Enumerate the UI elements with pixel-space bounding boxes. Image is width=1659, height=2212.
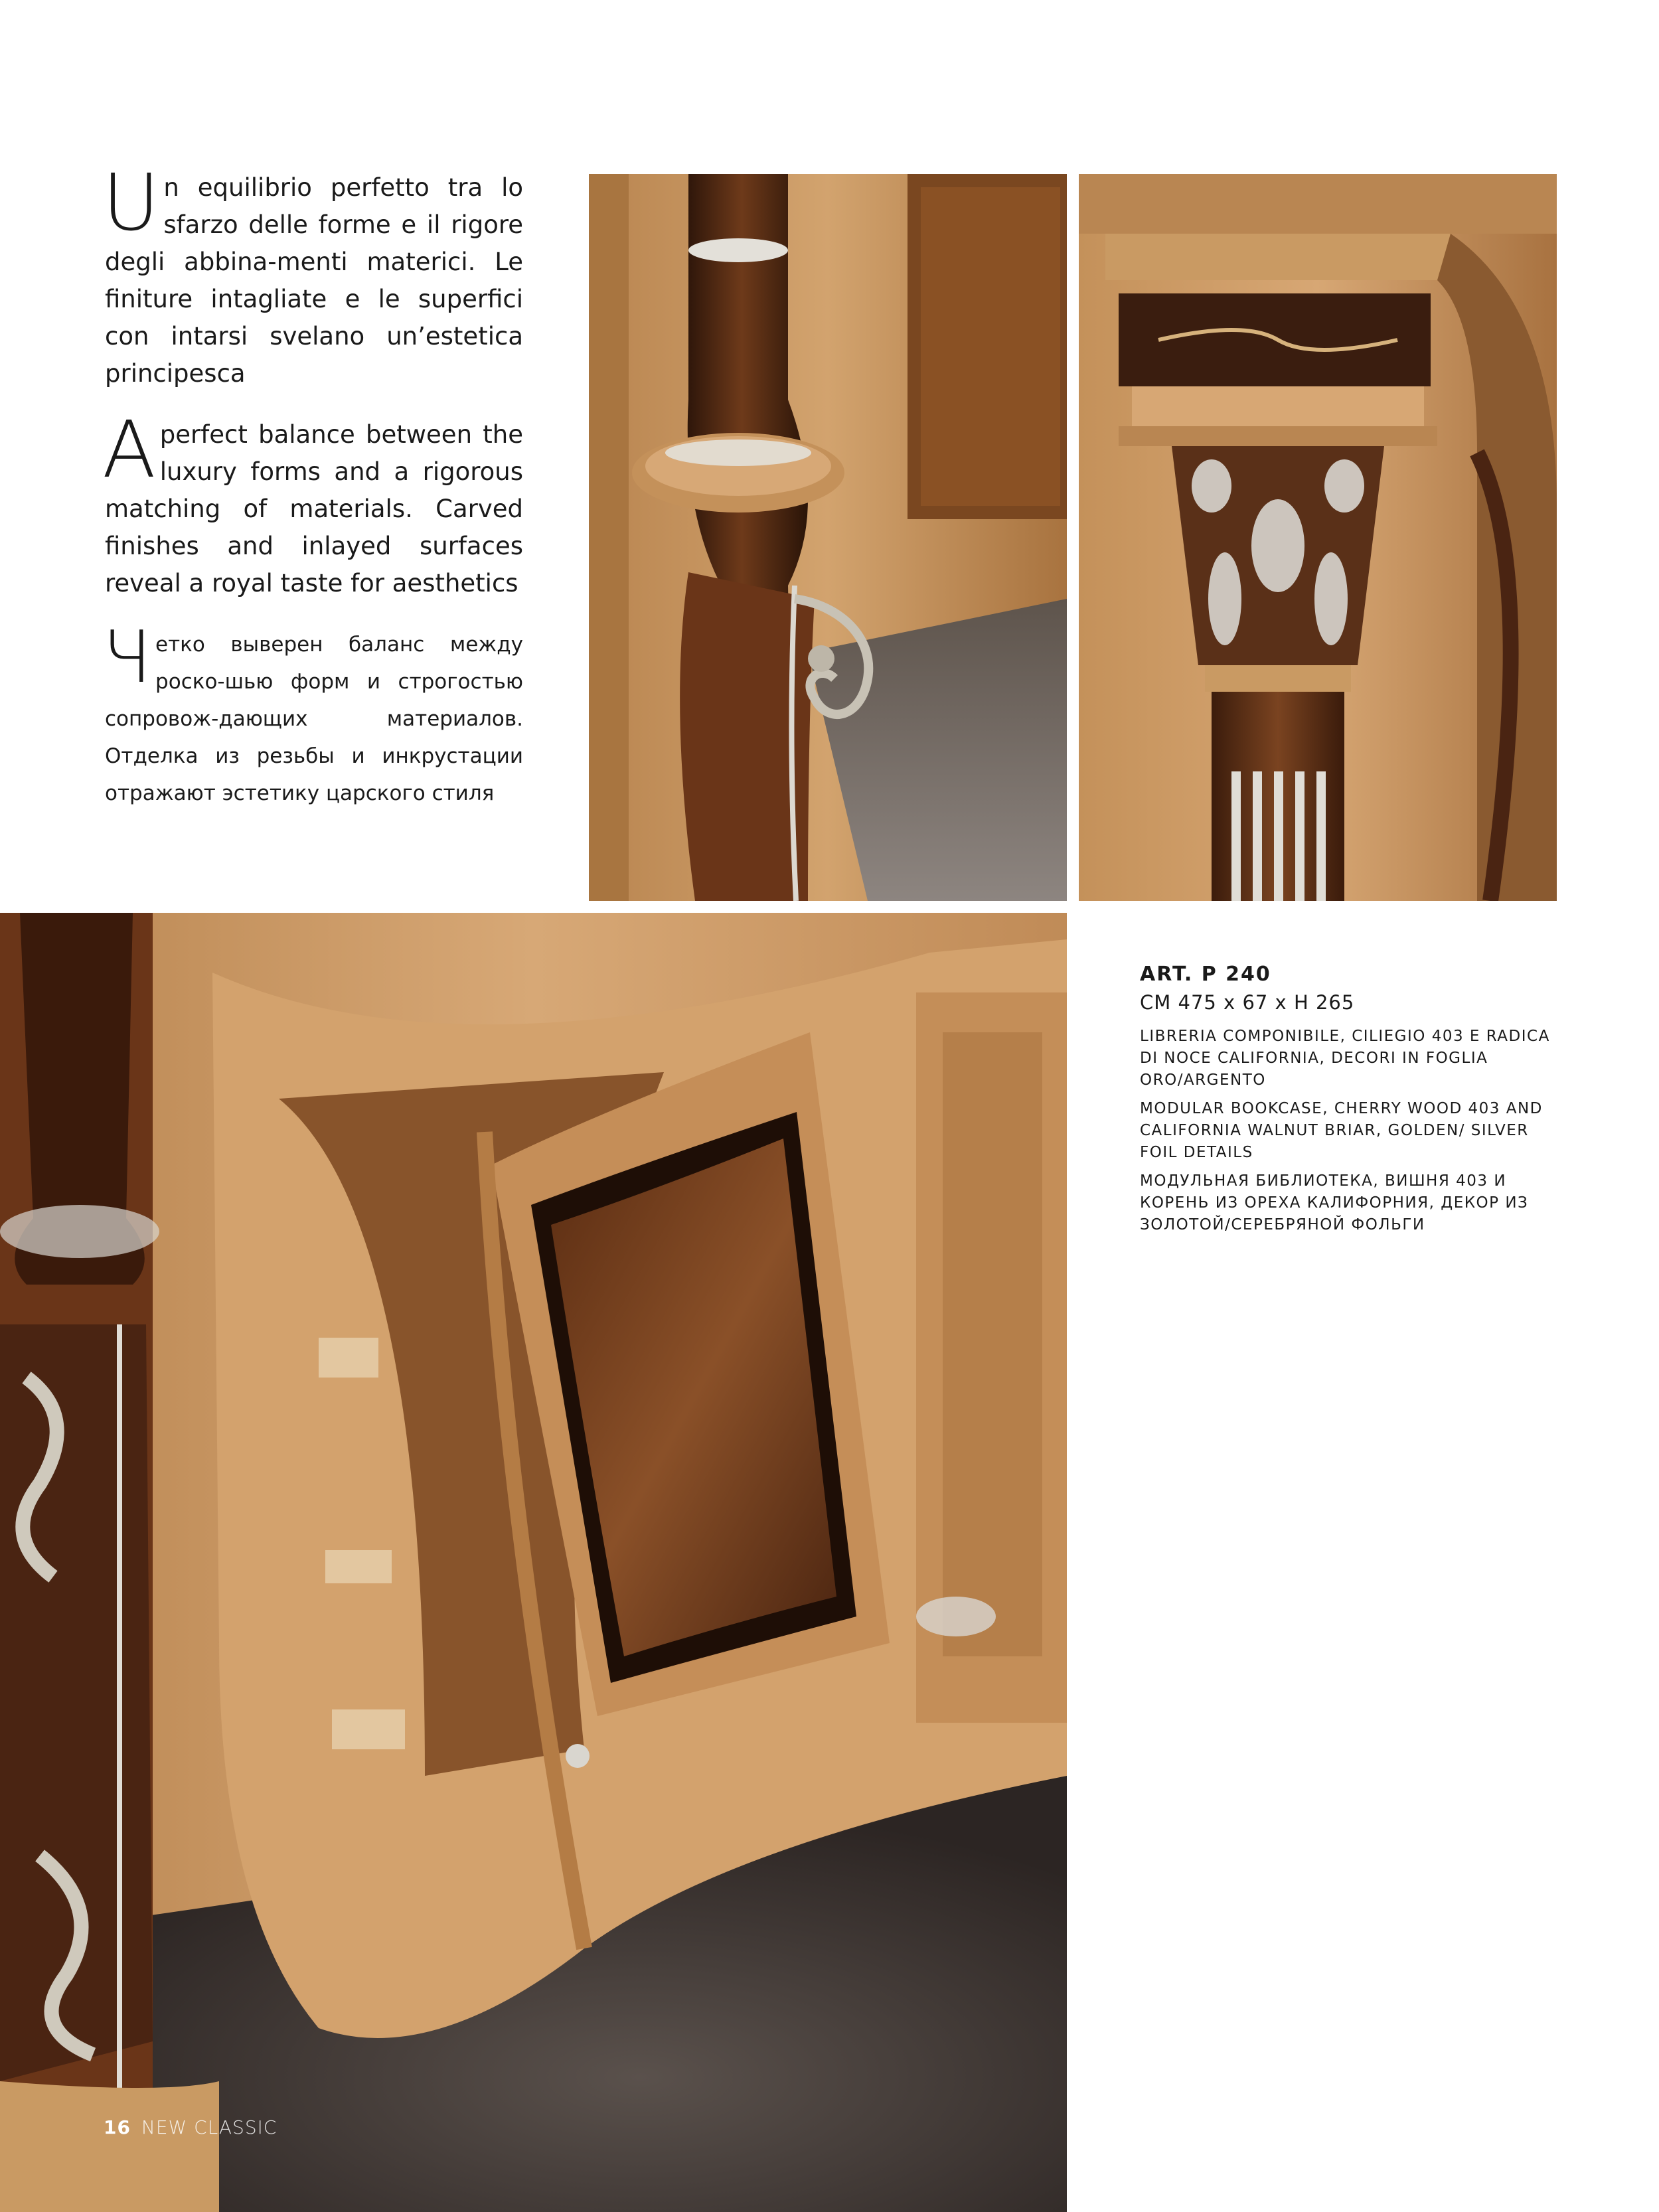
photo-curved-cabinet-door bbox=[0, 913, 1067, 2212]
intro-paragraph-english bbox=[102, 404, 523, 602]
photo-column-base bbox=[589, 174, 1067, 901]
intro-text-russian: етко выверен баланс между роско-шью форм и строгостью сопровож-дающих материалов. Отделка из резьбы и инкрустации отражают эстетику царского стиля bbox=[105, 633, 523, 805]
product-dimensions: CM 475 x 67 x H 265 bbox=[1140, 991, 1355, 1014]
product-caption bbox=[1140, 963, 1565, 1243]
product-description-english: MODULAR BOOKCASE, CHERRY WOOD 403 AND CALIFORNIA WALNUT BRIAR, GOLDEN/ SILVER FOIL DETAILS bbox=[1140, 1100, 1543, 1161]
dropcap-italian: U bbox=[102, 157, 160, 248]
product-article-number: ART. P 240 bbox=[1140, 963, 1271, 986]
product-description-italian: LIBRERIA COMPONIBILE, CILIEGIO 403 E RADICA DI NOCE CALIFORNIA, DECORI IN FOGLIA ORO/ARGENTO bbox=[1140, 1028, 1550, 1089]
product-description-russian: МОДУЛЬНАЯ БИБЛИОТЕКА, ВИШНЯ 403 И КОРЕНЬ ИЗ ОРЕХА КАЛИФОРНИЯ, ДЕКОР ИЗ ЗОЛОТОЙ/СЕРЕБРЯНОЙ ФОЛЬГИ bbox=[1140, 1172, 1529, 1233]
intro-text-english: perfect balance between the luxury forms and a rigorous matching of materials. Carved finishes and inlayed surfaces reveal a royal taste for aesthetics bbox=[105, 420, 523, 597]
page-folio bbox=[104, 2116, 277, 2138]
intro-paragraph-russian bbox=[102, 616, 523, 812]
magazine-name: NEW CLASSIC bbox=[141, 2116, 277, 2138]
dropcap-russian: Ч bbox=[102, 616, 152, 699]
photo-corinthian-capital bbox=[1079, 174, 1557, 901]
intro-paragraph-italian bbox=[102, 157, 523, 392]
dropcap-english: A bbox=[102, 404, 156, 495]
intro-text-italian: n equilibrio perfetto tra lo sfarzo delle forme e il rigore degli abbina-menti materici. Le finiture intagliate e le superfici con intarsi svelano un’estetica principesca bbox=[105, 173, 523, 388]
page-number: 16 bbox=[104, 2116, 131, 2138]
intro-text-column bbox=[102, 157, 523, 836]
